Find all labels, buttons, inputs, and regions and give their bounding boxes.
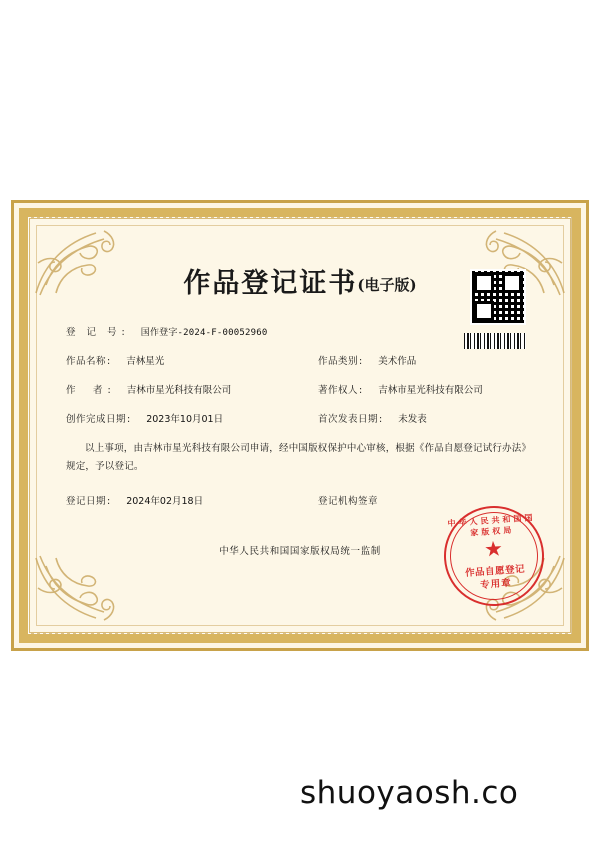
field-colon: : [127, 414, 131, 425]
field-value: 吉林市星光科技有限公司 [126, 385, 232, 396]
field-label: 创作完成日期 [66, 414, 127, 425]
field-colon: : [107, 496, 111, 508]
seal-arc-text: 中华人民共和国国家版权局 [447, 512, 536, 538]
certificate-document [11, 200, 589, 651]
seal-line-2: 专用章 [479, 577, 513, 592]
field-colon: : [379, 414, 383, 425]
page-title [66, 261, 534, 300]
field-registration-number [66, 324, 318, 338]
star-icon: ★ [483, 536, 504, 562]
field-colon: : [359, 385, 363, 396]
field-copyright-owner [318, 382, 534, 396]
field-value: 吉林星光 [126, 356, 165, 367]
field-label: 作品名称 [66, 356, 107, 367]
field-label: 首次发表日期 [318, 414, 379, 425]
field-value: 吉林市星光科技有限公司 [378, 385, 483, 396]
field-work-title [66, 353, 318, 367]
seal-line-1: 作品自愿登记 [464, 563, 526, 580]
title-sub: (电子版) [357, 276, 417, 294]
field-label: 作品类别 [318, 356, 359, 367]
field-colon: : [107, 385, 111, 396]
watermark-text: shuoyaosh.co [300, 775, 519, 811]
field-colon: : [121, 327, 125, 338]
field-row [66, 382, 534, 396]
barcode [464, 333, 526, 349]
field-label: 作 者 [66, 385, 107, 396]
field-first-publication-date [318, 411, 534, 425]
field-creation-date [66, 411, 318, 425]
issuer-footer-note: 中华人民共和国国家版权局统一监制 [219, 546, 381, 558]
field-issuing-authority-seal [318, 493, 534, 507]
qr-code [470, 269, 526, 325]
field-label: 著作权人 [318, 385, 359, 396]
title-main: 作品登记证书 [183, 268, 358, 299]
qr-alignment-marker [474, 301, 494, 321]
field-author [66, 382, 318, 396]
field-value: 美术作品 [378, 356, 417, 367]
field-colon: : [359, 356, 363, 367]
field-work-category [318, 353, 534, 367]
field-value: 国作登字-2024-F-00052960 [140, 328, 268, 338]
field-row [66, 353, 534, 367]
field-label: 登记机构签章 [318, 496, 379, 508]
field-row [66, 411, 534, 425]
field-value: 2024年02月18日 [126, 496, 204, 508]
field-row [66, 493, 534, 507]
field-registration-date [66, 493, 318, 507]
declaration-paragraph: 以上事项，由吉林市星光科技有限公司申请，经中国版权保护中心审核，根据《作品自愿登记试行办法》规定，予以登记。 [66, 443, 532, 472]
field-value: 未发表 [398, 414, 427, 425]
field-colon: : [107, 356, 111, 367]
field-value: 2023年10月01日 [146, 414, 224, 425]
field-label: 登记日期 [66, 496, 107, 508]
field-label: 登 记 号 [66, 327, 121, 338]
